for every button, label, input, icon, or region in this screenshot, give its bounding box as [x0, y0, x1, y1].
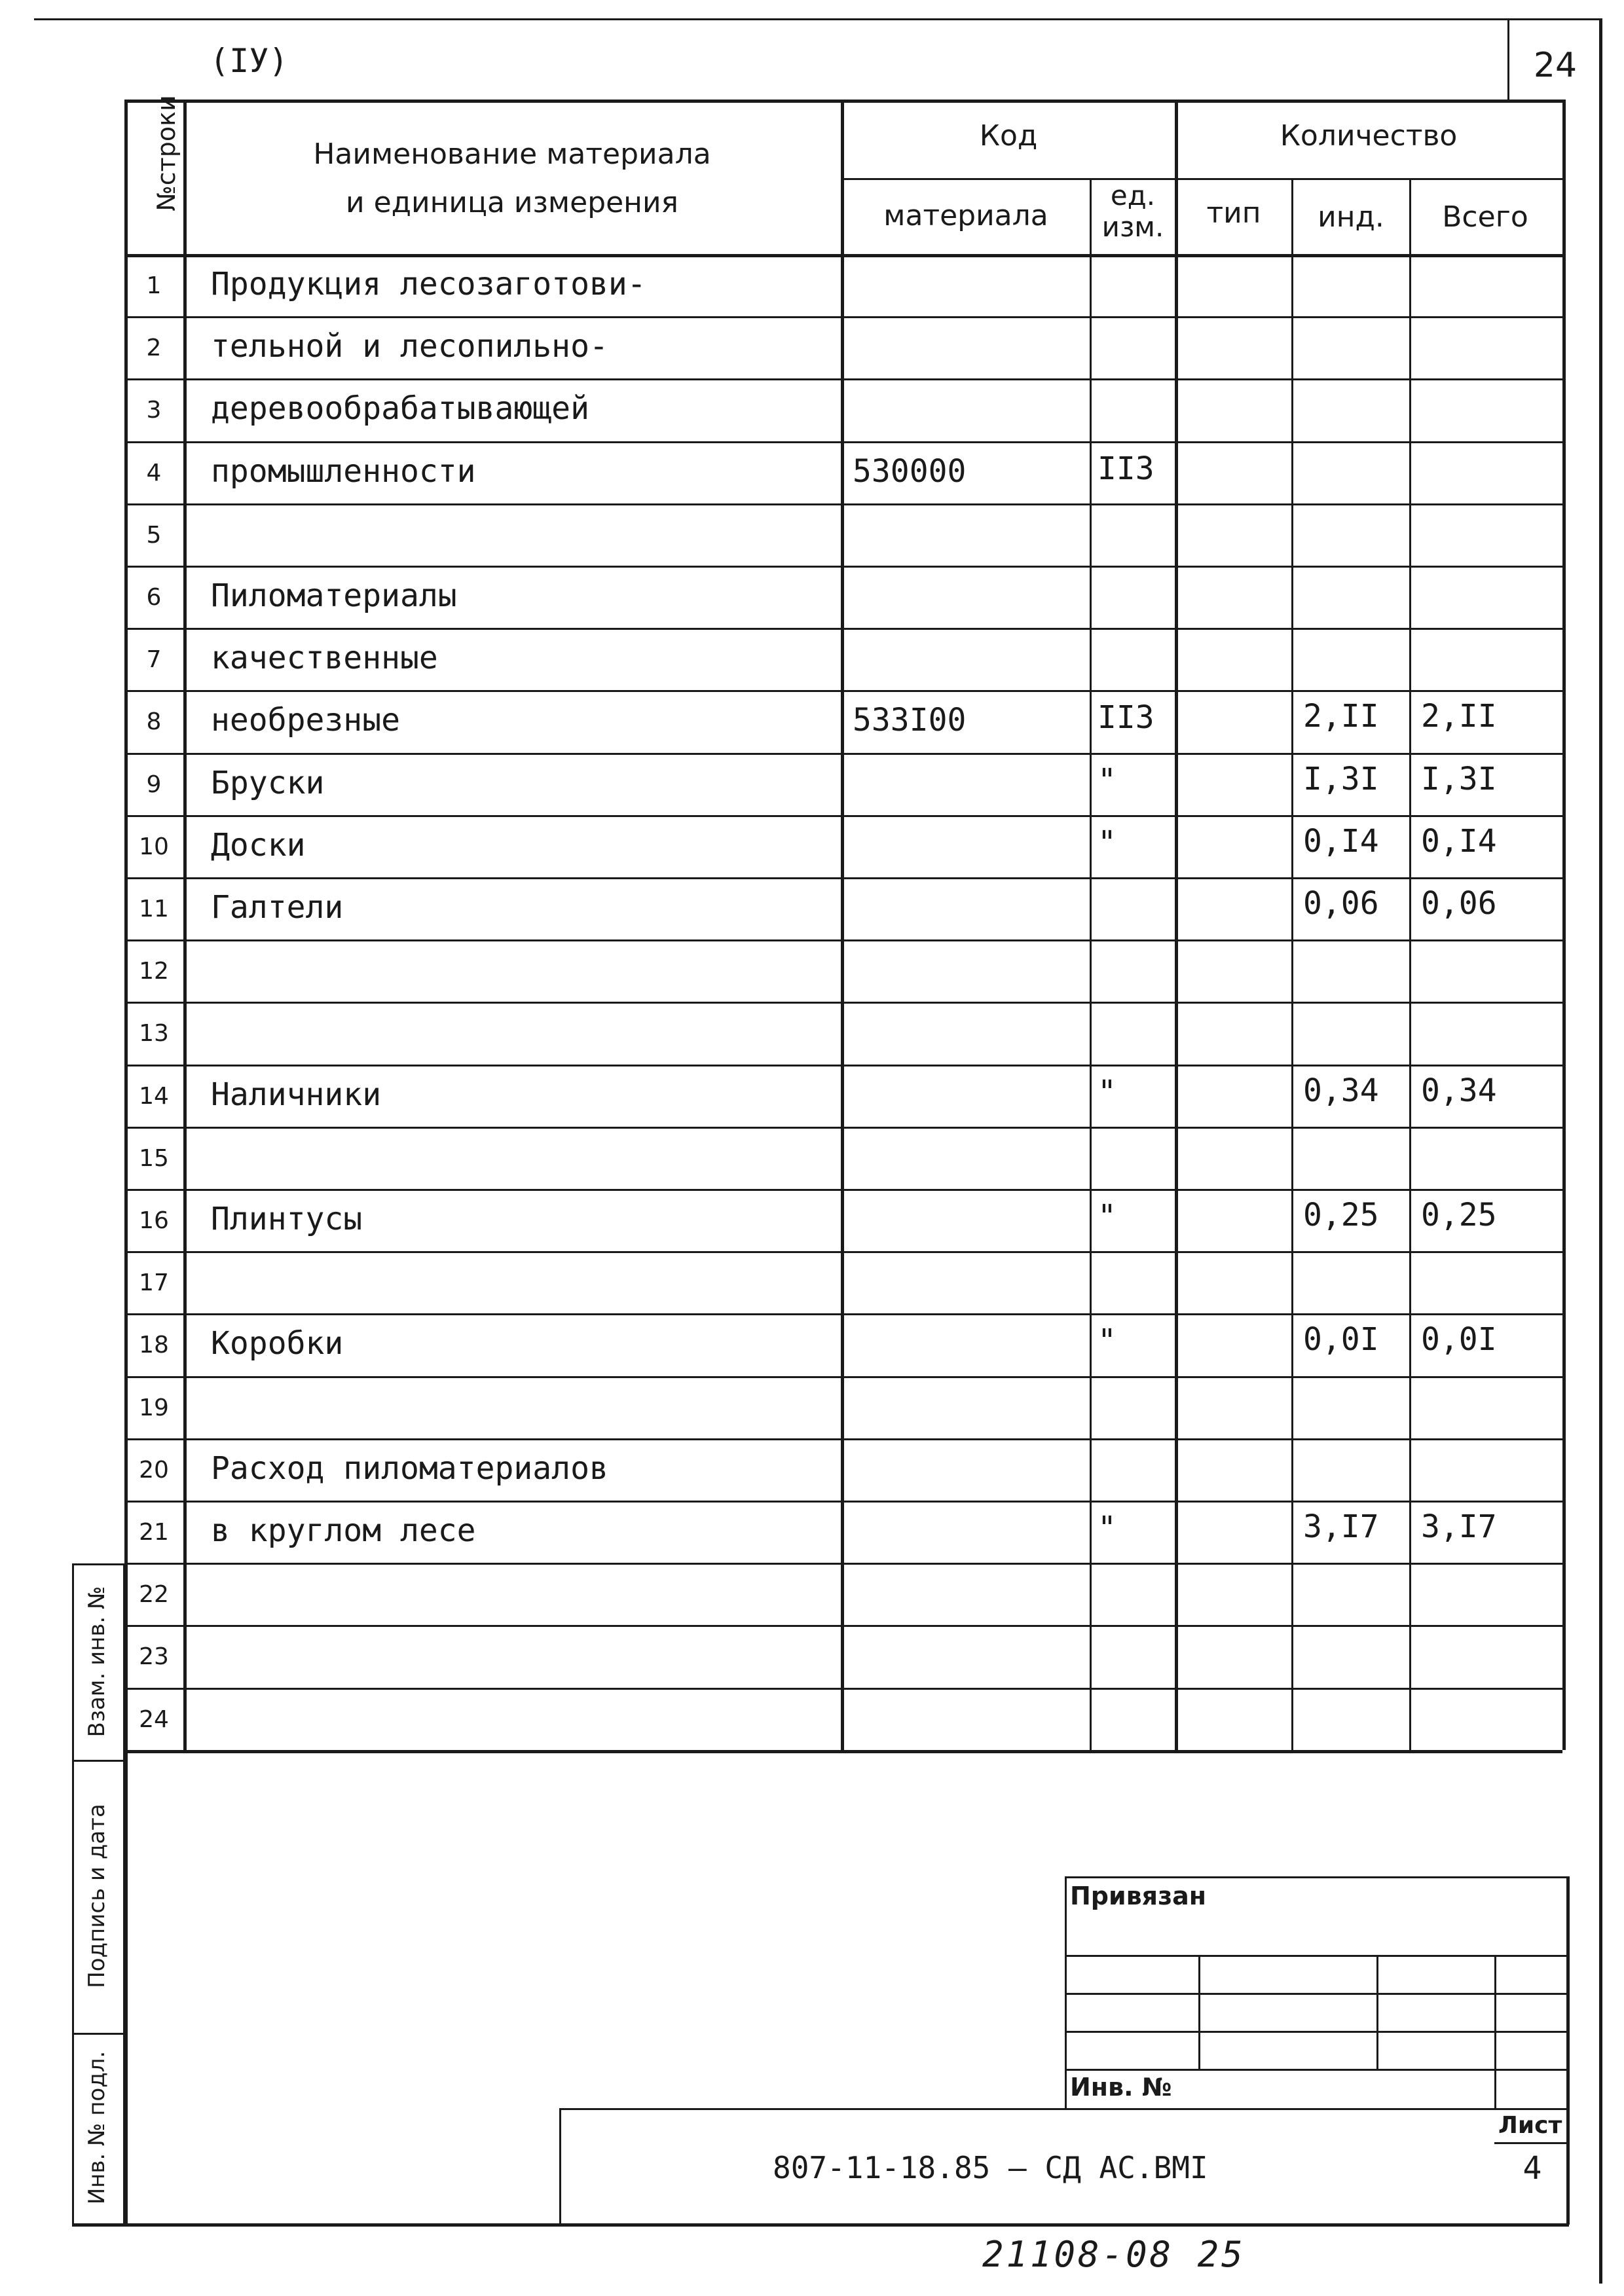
- row-number: 23: [139, 1643, 169, 1671]
- header-unit-line2: изм.: [1101, 211, 1164, 243]
- row-unit: ": [1098, 1073, 1116, 1110]
- code-box-top-line: [559, 2108, 1568, 2110]
- side-strip-left-line: [72, 1563, 74, 2225]
- row-line: [124, 1376, 1562, 1378]
- row-number: 7: [146, 646, 162, 674]
- row-line: [124, 753, 1562, 755]
- row-ind: 0,25: [1303, 1197, 1379, 1233]
- row-total: 2,II: [1421, 698, 1497, 735]
- row-number: 5: [146, 521, 162, 549]
- row-number: 10: [139, 833, 169, 860]
- row-line: [124, 877, 1562, 879]
- list-label: Лист: [1498, 2112, 1562, 2139]
- row-code: 530000: [853, 452, 967, 490]
- table-bottom-line: [124, 1750, 1562, 1753]
- row-number: 17: [139, 1269, 169, 1297]
- header-kolichestvo: Количество: [1280, 119, 1458, 153]
- row-line: [124, 1501, 1562, 1503]
- row-total: I,3I: [1421, 760, 1497, 797]
- row-number: 12: [139, 958, 169, 985]
- row-unit: ": [1098, 1198, 1116, 1235]
- row-line: [124, 628, 1562, 630]
- title-block-line-3: [1065, 2031, 1569, 2033]
- row-unit: ": [1098, 824, 1116, 861]
- row-name: Плинтусы: [211, 1201, 363, 1237]
- row-name: в круглом лесе: [211, 1512, 476, 1549]
- row-number: 3: [146, 397, 162, 424]
- list-number: 4: [1522, 2150, 1542, 2187]
- row-line: [124, 1127, 1562, 1129]
- side-label-inv-podl: Инв. № подл.: [84, 2050, 110, 2205]
- row-unit: ": [1098, 1510, 1116, 1546]
- row-name: деревообрабатывающей: [211, 390, 589, 428]
- title-block-line-1: [1065, 1955, 1569, 1957]
- row-total: 0,I4: [1421, 822, 1497, 860]
- row-line: [124, 690, 1562, 692]
- page-number-divider: [1507, 18, 1509, 100]
- row-unit: II3: [1098, 450, 1154, 487]
- title-block-top-line: [1065, 1876, 1569, 1878]
- title-block-line-2: [1065, 1993, 1569, 1995]
- row-name: тельной и лесопильно-: [211, 328, 608, 365]
- row-ind: 0,I4: [1303, 822, 1379, 860]
- row-line: [124, 1563, 1562, 1565]
- row-total: 0,25: [1421, 1197, 1497, 1233]
- page-number: 24: [1533, 46, 1578, 85]
- row-number: 9: [146, 771, 162, 798]
- row-number: 4: [146, 459, 162, 486]
- list-box-divider: [1494, 2142, 1568, 2144]
- row-line: [124, 1002, 1562, 1004]
- header-name-line2: и единица измерения: [345, 186, 679, 219]
- header-kod: Код: [979, 119, 1038, 153]
- row-number: 24: [139, 1705, 169, 1733]
- side-strip-divider-1: [72, 1760, 124, 1762]
- row-number: 21: [139, 1519, 169, 1546]
- header-row-number: №строки: [152, 95, 181, 211]
- row-line: [124, 441, 1562, 443]
- side-label-vzam-inv: Взам. инв. №: [84, 1586, 110, 1738]
- col-line-unit: [1090, 178, 1092, 1750]
- inv-no-label: Инв. №: [1070, 2073, 1172, 2102]
- row-total: 0,34: [1421, 1072, 1497, 1109]
- row-number: 8: [146, 708, 162, 736]
- title-block-right-line: [1566, 1876, 1570, 2225]
- row-line: [124, 939, 1562, 941]
- row-line: [124, 378, 1562, 380]
- row-line: [124, 566, 1562, 568]
- row-line: [124, 503, 1562, 505]
- header-unit-line1: ед.: [1110, 179, 1156, 211]
- row-total: 0,06: [1421, 885, 1497, 922]
- row-number: 2: [146, 335, 162, 362]
- row-line: [124, 1065, 1562, 1066]
- code-box-left-line: [559, 2108, 561, 2225]
- row-name: Доски: [211, 826, 306, 864]
- header-ind: инд.: [1318, 200, 1384, 234]
- sheet-marker: (IУ): [210, 42, 289, 80]
- row-ind: 0,06: [1303, 885, 1379, 922]
- page-bottom-line: [72, 2223, 1569, 2227]
- row-total: 0,0I: [1421, 1321, 1497, 1358]
- right-border-line: [1599, 18, 1602, 2284]
- row-ind: I,3I: [1303, 760, 1379, 797]
- row-line: [124, 316, 1562, 318]
- header-name-line1: Наименование материала: [313, 137, 711, 171]
- title-block-col-2: [1376, 1955, 1378, 2070]
- row-line: [124, 1688, 1562, 1690]
- side-label-podpis-data: Подпись и дата: [84, 1804, 110, 1988]
- row-name: Коробки: [211, 1325, 344, 1362]
- row-number: 1: [146, 272, 162, 299]
- row-ind: 3,I7: [1303, 1508, 1379, 1545]
- row-code: 533I00: [853, 702, 967, 739]
- row-name: необрезные: [211, 702, 400, 739]
- title-block-col-1: [1198, 1955, 1200, 2070]
- header-vsego: Всего: [1442, 200, 1528, 234]
- row-number: 19: [139, 1394, 169, 1421]
- row-name: промышленности: [211, 452, 476, 490]
- row-line: [124, 815, 1562, 817]
- row-ind: 0,34: [1303, 1072, 1379, 1109]
- row-unit: II3: [1098, 699, 1154, 737]
- top-border-line: [34, 18, 1599, 20]
- col-line-total: [1409, 178, 1411, 1750]
- row-number: 14: [139, 1082, 169, 1110]
- row-number: 11: [139, 896, 169, 922]
- handwritten-number: 21108-08 25: [982, 2234, 1246, 2275]
- row-unit: ": [1098, 1322, 1116, 1360]
- header-tip: тип: [1206, 196, 1261, 230]
- col-line-ind: [1291, 178, 1293, 1750]
- row-number: 20: [139, 1456, 169, 1484]
- row-ind: 0,0I: [1303, 1321, 1379, 1358]
- row-number: 6: [146, 584, 162, 611]
- side-strip-right-line: [123, 1563, 125, 2225]
- row-line: [124, 1189, 1562, 1191]
- title-block-col-3: [1494, 1955, 1496, 2109]
- row-number: 15: [139, 1144, 169, 1172]
- row-name: Продукция лесозаготови-: [211, 266, 646, 302]
- row-ind: 2,II: [1303, 698, 1379, 735]
- row-name: качественные: [211, 640, 438, 677]
- row-number: 13: [139, 1020, 169, 1048]
- row-line: [124, 1438, 1562, 1440]
- document-code: 807-11-18.85 – СД АС.ВМI: [773, 2150, 1208, 2185]
- row-name: Галтели: [211, 889, 344, 926]
- row-line: [124, 1625, 1562, 1627]
- table-header-mid-line: [841, 178, 1562, 180]
- row-number: 18: [139, 1332, 169, 1359]
- privyazan-label: Привязан: [1070, 1882, 1207, 1910]
- row-name: Наличники: [211, 1076, 382, 1113]
- title-block-line-4: [1065, 2069, 1569, 2071]
- row-line: [124, 1251, 1562, 1253]
- row-name: Бруски: [211, 764, 325, 801]
- row-unit: ": [1098, 761, 1116, 799]
- header-material: материала: [883, 199, 1048, 232]
- table-right-line: [1562, 100, 1566, 1750]
- row-number: 22: [139, 1581, 169, 1609]
- row-number: 16: [139, 1207, 169, 1234]
- row-name: Расход пиломатериалов: [211, 1449, 608, 1487]
- row-name: Пиломатериалы: [211, 577, 457, 614]
- row-line: [124, 1313, 1562, 1315]
- row-total: 3,I7: [1421, 1508, 1497, 1545]
